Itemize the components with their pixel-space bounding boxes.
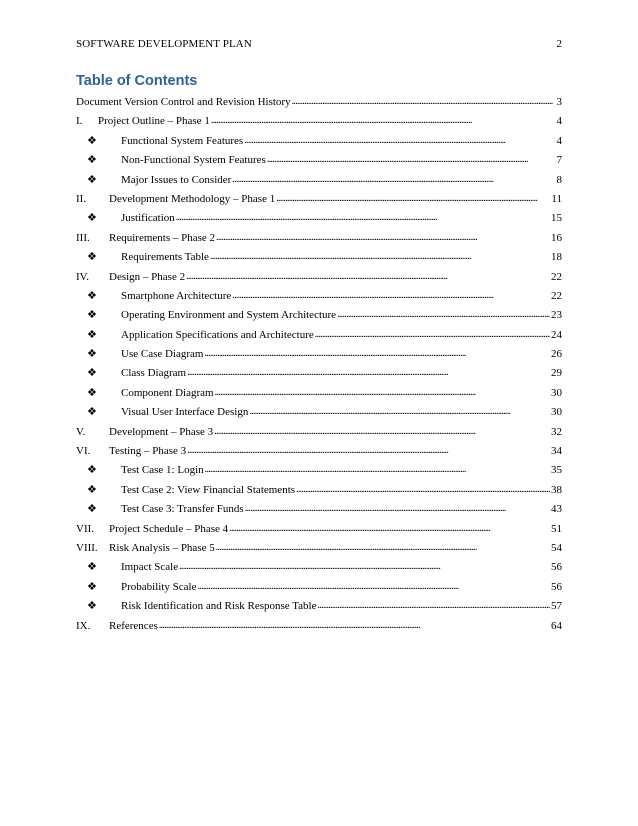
diamond-bullet-icon: ❖: [87, 561, 97, 574]
toc-heading: Table of Contents: [76, 73, 198, 89]
toc-entry-number: V.: [76, 425, 86, 438]
toc-entry[interactable]: [76, 578, 562, 597]
toc-entry[interactable]: [76, 287, 562, 306]
toc-entry-page: 51: [551, 522, 562, 535]
toc-entry[interactable]: [76, 364, 562, 383]
toc-entry-number: I.: [76, 115, 83, 128]
diamond-bullet-icon: ❖: [87, 154, 97, 167]
toc-entry[interactable]: [76, 151, 562, 170]
dot-leader: [179, 557, 550, 576]
toc-entry-label[interactable]: Probability Scale: [121, 580, 197, 593]
toc-entry-page: 29: [551, 367, 562, 380]
toc-entry-number: VI.: [76, 445, 91, 458]
dot-leader: [205, 460, 550, 479]
toc-entry[interactable]: [76, 442, 562, 461]
toc-entry-label[interactable]: Risk Identification and Risk Response Table: [121, 600, 317, 613]
toc-entry-label[interactable]: Risk Analysis – Phase 5: [109, 541, 215, 554]
toc-entry-page: 16: [551, 231, 562, 244]
toc-entry-label[interactable]: Test Case 3: Transfer Funds: [121, 503, 244, 516]
toc-entry[interactable]: [76, 209, 562, 228]
dot-leader: [232, 170, 553, 189]
diamond-bullet-icon: ❖: [87, 289, 97, 302]
diamond-bullet-icon: ❖: [87, 503, 97, 516]
toc-entry-page: 24: [551, 328, 562, 341]
toc-entry-label[interactable]: Non-Functional System Features: [121, 154, 266, 167]
dot-leader: [187, 363, 550, 382]
toc-entry[interactable]: [76, 461, 562, 480]
toc-entry-page: 7: [556, 154, 562, 167]
toc-entry-page: 56: [551, 580, 562, 593]
toc-entry[interactable]: [76, 481, 562, 500]
toc-entry-page: 32: [551, 425, 562, 438]
diamond-bullet-icon: ❖: [87, 309, 97, 322]
diamond-bullet-icon: ❖: [87, 406, 97, 419]
toc-entry-label[interactable]: Test Case 1: Login: [121, 464, 204, 477]
toc-entry-page: 30: [551, 386, 562, 399]
toc-entry-page: 34: [551, 445, 562, 458]
diamond-bullet-icon: ❖: [87, 134, 97, 147]
dot-leader: [210, 247, 550, 266]
toc-entry-page: 8: [556, 173, 562, 186]
toc-entry[interactable]: [76, 306, 562, 325]
toc-entry-page: 64: [551, 619, 562, 632]
toc-entry-page: 26: [551, 348, 562, 361]
toc-entry[interactable]: [76, 617, 562, 636]
dot-leader: [159, 616, 550, 635]
dot-leader: [315, 325, 550, 344]
toc-entry[interactable]: [76, 423, 562, 442]
dot-leader: [317, 596, 550, 615]
dot-leader: [215, 383, 550, 402]
toc-entry-label[interactable]: Design – Phase 2: [109, 270, 186, 283]
toc-entry-label[interactable]: Functional System Features: [121, 134, 244, 147]
dot-leader: [296, 480, 550, 499]
diamond-bullet-icon: ❖: [87, 483, 97, 496]
toc-entry-number: VIII.: [76, 541, 98, 554]
page-header: [76, 38, 562, 54]
toc-entry-number: IV.: [76, 270, 89, 283]
toc-entry-label[interactable]: Document Version Control and Revision History: [76, 96, 291, 108]
toc-entry-number: IX.: [76, 619, 91, 632]
dot-leader: [337, 305, 550, 324]
toc-entry-page: 54: [551, 541, 562, 554]
table-of-contents: [76, 93, 562, 636]
toc-entry-page: 22: [551, 270, 562, 283]
toc-entry[interactable]: [76, 132, 562, 151]
dot-leader: [216, 538, 550, 557]
toc-entry-label[interactable]: Impact Scale: [121, 561, 179, 574]
dot-leader: [267, 150, 553, 169]
dot-leader: [216, 228, 550, 247]
header-title: SOFTWARE DEVELOPMENT PLAN: [76, 38, 252, 50]
toc-entry[interactable]: [76, 558, 562, 577]
toc-entry-page: 43: [551, 503, 562, 516]
toc-entry-label[interactable]: Use Case Diagram: [121, 348, 204, 361]
diamond-bullet-icon: ❖: [87, 348, 97, 361]
toc-entry[interactable]: [76, 597, 562, 616]
dot-leader: [214, 422, 550, 441]
toc-entry-label[interactable]: Major Issues to Consider: [121, 173, 232, 186]
toc-entry[interactable]: [76, 520, 562, 539]
toc-entry[interactable]: [76, 326, 562, 345]
toc-entry[interactable]: [76, 268, 562, 287]
toc-entry-label[interactable]: Requirements – Phase 2: [109, 231, 216, 244]
dot-leader: [245, 499, 550, 518]
diamond-bullet-icon: ❖: [87, 367, 97, 380]
toc-entry-label[interactable]: Test Case 2: View Financial Statements: [121, 483, 296, 496]
toc-entry[interactable]: [76, 384, 562, 403]
toc-entry-page: 4: [556, 115, 562, 128]
toc-entry[interactable]: [76, 171, 562, 190]
toc-entry-label[interactable]: Development Methodology – Phase 1: [109, 192, 276, 205]
toc-entry-label[interactable]: References: [109, 619, 158, 632]
toc-entry-page: 38: [551, 483, 562, 496]
dot-leader: [211, 111, 553, 130]
dot-leader: [176, 208, 550, 227]
toc-entry-label[interactable]: Requirements Table: [121, 251, 209, 264]
toc-entry-page: 56: [551, 561, 562, 574]
dot-leader: [276, 189, 550, 208]
toc-entry-page: 3: [556, 96, 562, 108]
toc-entry-label[interactable]: Component Diagram: [121, 386, 214, 399]
toc-entry-page: 15: [551, 212, 562, 225]
toc-entry[interactable]: [76, 229, 562, 248]
toc-entry[interactable]: [76, 403, 562, 422]
toc-entry-label[interactable]: Application Specifications and Architecture: [121, 328, 314, 341]
dot-leader: [244, 131, 553, 150]
toc-entry-label[interactable]: Operating Environment and System Architecture: [121, 309, 337, 322]
toc-entry[interactable]: [76, 345, 562, 364]
diamond-bullet-icon: ❖: [87, 212, 97, 225]
dot-leader: [292, 92, 553, 111]
toc-entry-label[interactable]: Project Outline – Phase 1: [98, 115, 210, 128]
toc-entry-number: III.: [76, 231, 90, 244]
toc-entry-label[interactable]: Project Schedule – Phase 4: [109, 522, 229, 535]
toc-entry[interactable]: [76, 500, 562, 519]
diamond-bullet-icon: ❖: [87, 173, 97, 186]
dot-leader: [186, 267, 550, 286]
header-page-number: 2: [556, 38, 562, 50]
diamond-bullet-icon: ❖: [87, 580, 97, 593]
toc-entry-label[interactable]: Visual User Interface Design: [121, 406, 249, 419]
toc-entry-page: 11: [551, 192, 562, 205]
toc-entry-page: 18: [551, 251, 562, 264]
dot-leader: [229, 519, 550, 538]
diamond-bullet-icon: ❖: [87, 600, 97, 613]
toc-entry[interactable]: [76, 112, 562, 131]
toc-entry-number: II.: [76, 192, 87, 205]
diamond-bullet-icon: ❖: [87, 328, 97, 341]
toc-entry-number: VII.: [76, 522, 95, 535]
dot-leader: [187, 441, 550, 460]
toc-entry-page: 35: [551, 464, 562, 477]
toc-entry[interactable]: [76, 539, 562, 558]
toc-entry-page: 23: [551, 309, 562, 322]
dot-leader: [232, 286, 550, 305]
toc-entry-page: 30: [551, 406, 562, 419]
diamond-bullet-icon: ❖: [87, 464, 97, 477]
toc-entry[interactable]: [76, 93, 562, 112]
toc-entry-label[interactable]: Justification: [121, 212, 175, 225]
toc-entry-page: 4: [556, 134, 562, 147]
toc-entry-label[interactable]: Testing – Phase 3: [109, 445, 187, 458]
toc-entry[interactable]: [76, 190, 562, 209]
dot-leader: [197, 577, 550, 596]
toc-entry-label[interactable]: Class Diagram: [121, 367, 187, 380]
toc-entry-label[interactable]: Smartphone Architecture: [121, 289, 232, 302]
toc-entry-page: 57: [551, 600, 562, 613]
dot-leader: [204, 344, 550, 363]
toc-entry-label[interactable]: Development – Phase 3: [109, 425, 214, 438]
dot-leader: [249, 402, 550, 421]
diamond-bullet-icon: ❖: [87, 251, 97, 264]
diamond-bullet-icon: ❖: [87, 386, 97, 399]
toc-entry-page: 22: [551, 289, 562, 302]
toc-entry[interactable]: [76, 248, 562, 267]
